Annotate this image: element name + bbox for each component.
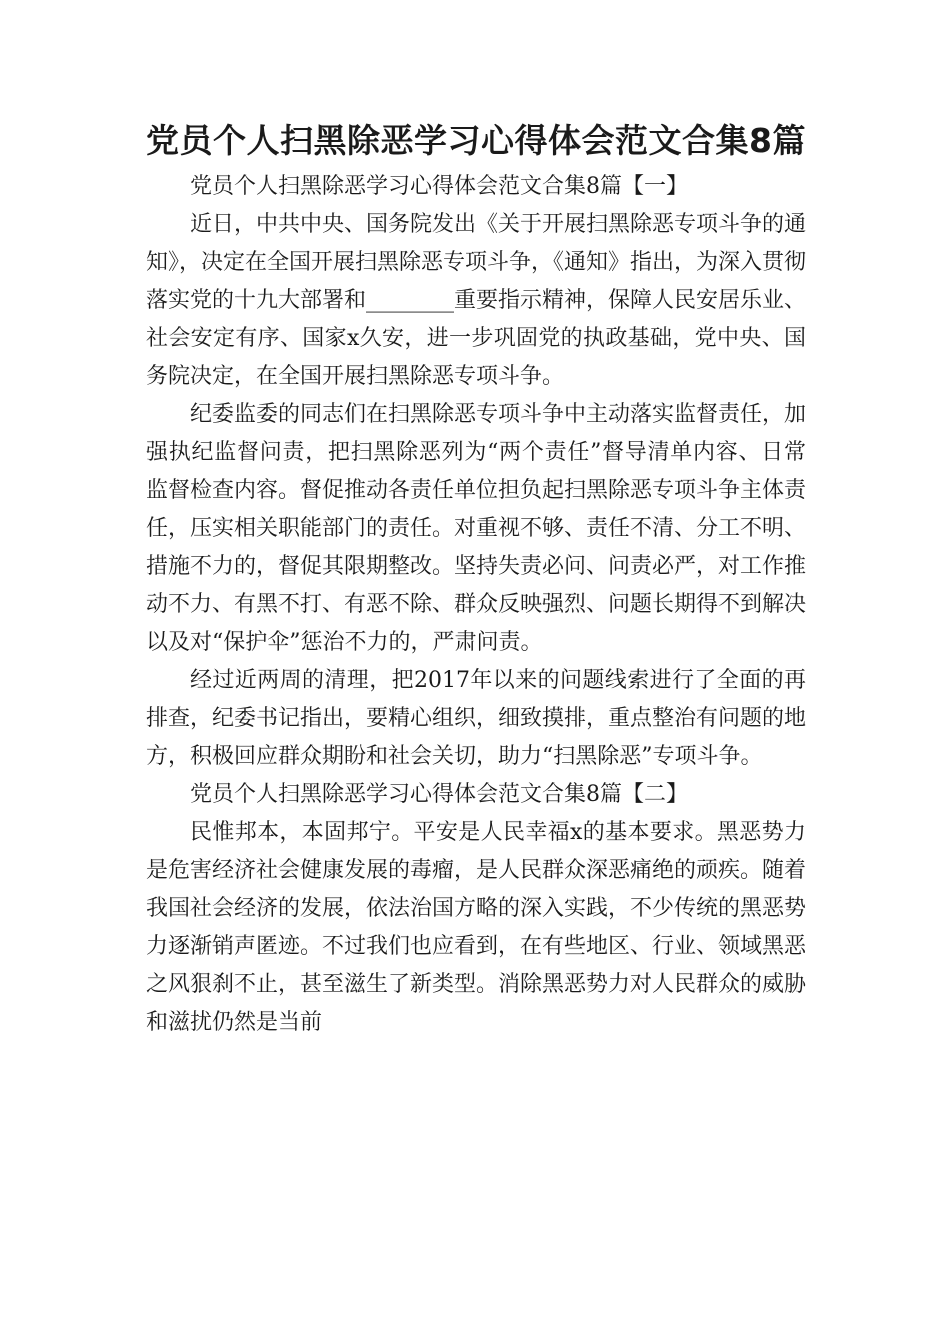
paragraph: 近日，中共中央、国务院发出《关于开展扫黑除恶专项斗争的通知》，决定在全国开展扫黑除恶专项斗争，《通知》指出，为深入贯彻落实党的十九大部署和________重要指示精神，保障人民安居乐业、社会安定有序、国家x久安，进一步巩固党的执政基础，党中央、国务院决定，在全国开展扫黑除恶专项斗争。: [146, 212, 807, 389]
document-page: [146, 118, 806, 1042]
paragraph: 经过近两周的清理，把2017年以来的问题线索进行了全面的再排查，纪委书记指出，要精心组织，细致摸排，重点整治有问题的地方，积极回应群众期盼和社会关切，助力“扫黑除恶”专项斗争。: [146, 668, 807, 769]
section-1: [146, 168, 806, 776]
section-heading: 党员个人扫黑除恶学习心得体会范文合集8篇【一】: [190, 174, 688, 199]
paragraph: 民惟邦本，本固邦宁。平安是人民幸福x的基本要求。黑恶势力是危害经济社会健康发展的毒瘤，是人民群众深恶痛绝的顽疾。随着我国社会经济的发展，依法治国方略的深入实践，不少传统的黑恶势力逐渐销声匿迹。不过我们也应看到，在有些地区、行业、领域黑恶之风狠刹不止，甚至滋生了新类型。消除黑恶势力对人民群众的威胁和滋扰仍然是当前: [146, 820, 807, 1035]
document-title: 党员个人扫黑除恶学习心得体会范文合集8篇: [146, 121, 806, 160]
section-2: [146, 776, 806, 1042]
section-heading: 党员个人扫黑除恶学习心得体会范文合集8篇【二】: [190, 782, 688, 807]
paragraph: 纪委监委的同志们在扫黑除恶专项斗争中主动落实监督责任，加强执纪监督问责，把扫黑除恶列为“两个责任”督导清单内容、日常监督检查内容。督促推动各责任单位担负起扫黑除恶专项斗争主体责任，压实相关职能部门的责任。对重视不够、责任不清、分工不明、措施不力的，督促其限期整改。坚持失责必问、问责必严，对工作推动不力、有黑不打、有恶不除、群众反映强烈、问题长期得不到解决以及对“保护伞”惩治不力的，严肃问责。: [146, 402, 807, 655]
